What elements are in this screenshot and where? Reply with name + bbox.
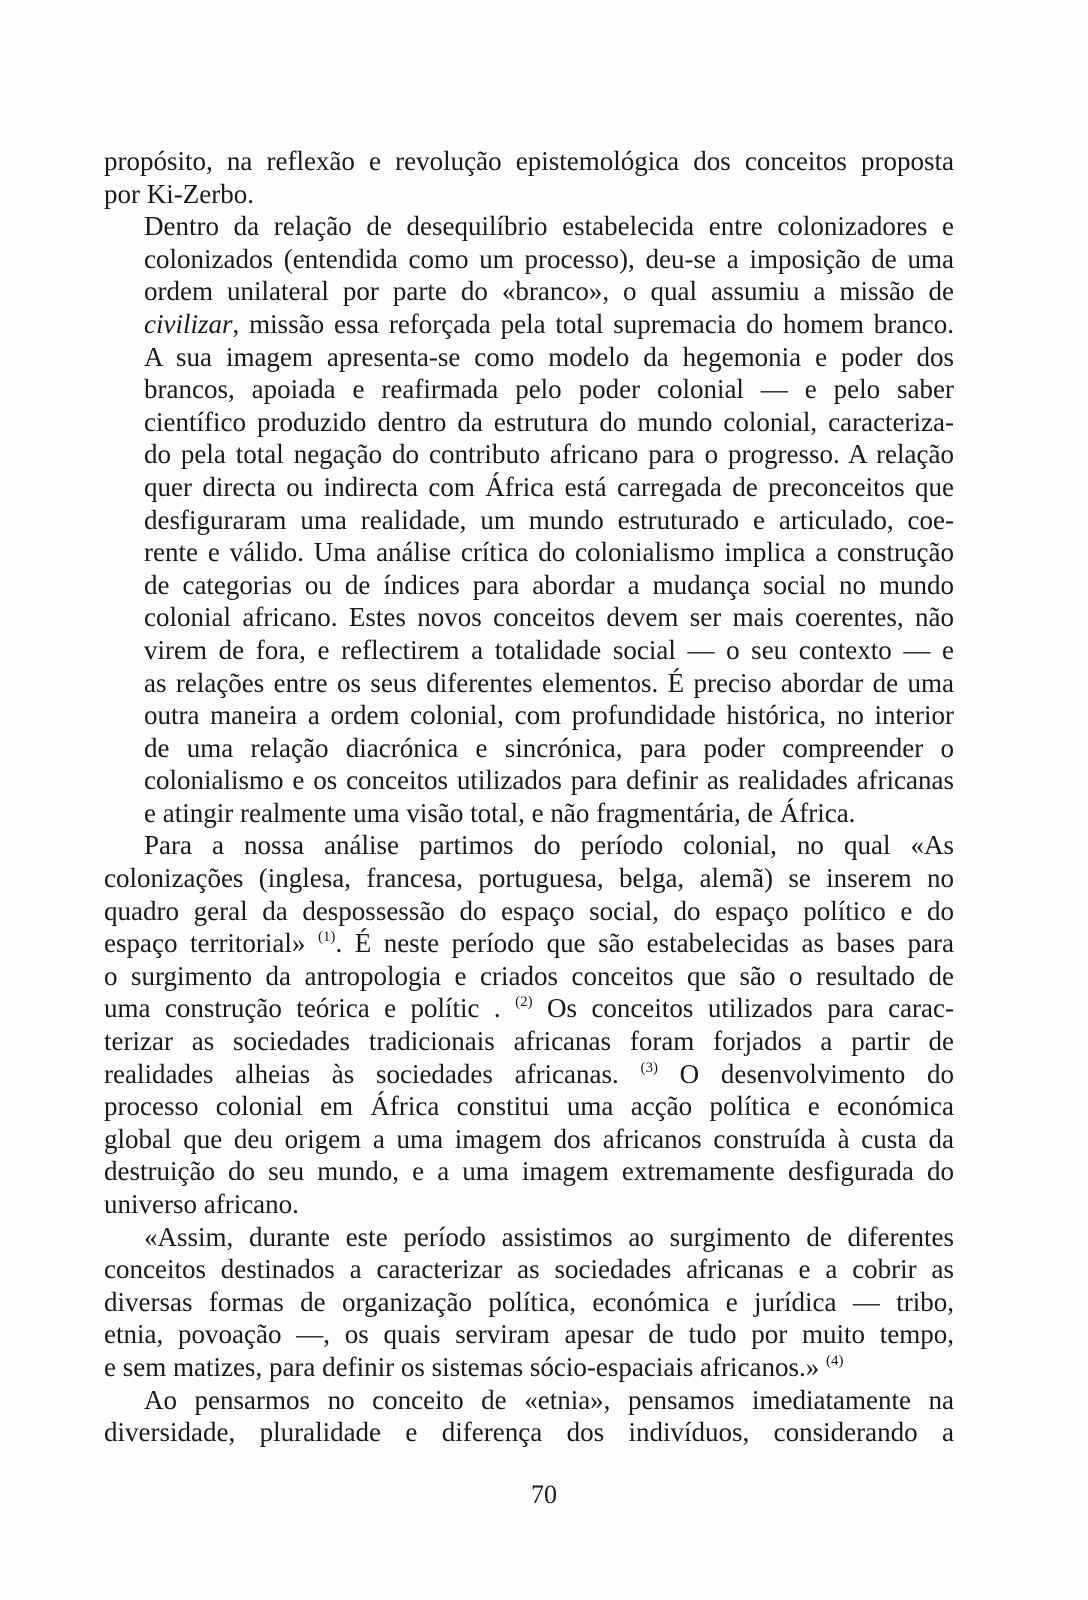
footnote-ref-3: (3) bbox=[640, 1059, 658, 1076]
text-line: Ao pensarmos no conceito de «etnia», pensamos imediatamente na bbox=[144, 1384, 954, 1415]
text-line: virem de fora, e reflectirem a totalidade social — o seu contexto — e bbox=[144, 634, 954, 665]
page-number: 70 bbox=[531, 1480, 557, 1509]
text-fragment: espaço territorial» bbox=[104, 928, 306, 959]
text-line: etnia, povoação —, os quais serviram apesar de tudo por muito tempo, bbox=[104, 1319, 954, 1350]
text-line bbox=[104, 1351, 954, 1384]
text-line: de categorias ou de índices para abordar a mudança social no mundo bbox=[144, 569, 954, 600]
body-text bbox=[104, 145, 954, 1449]
text-fragment: Os conceitos utilizados para carac- bbox=[532, 993, 955, 1024]
emphasis-civilizar: civilizar bbox=[144, 308, 233, 339]
footnote-ref-1: (1) bbox=[317, 929, 336, 946]
text-line: Para a nossa análise partimos do período colonial, no qual «As bbox=[144, 830, 954, 861]
text-line: destruição do seu mundo, e a uma imagem extremamente desfigurada do bbox=[104, 1156, 954, 1187]
text-line: processo colonial em África constitui uma acção política e económica bbox=[104, 1091, 954, 1122]
text-line: e atingir realmente uma visão total, e não fragmentária, de África. bbox=[144, 797, 856, 828]
footnote-ref-2: (2) bbox=[515, 994, 533, 1011]
text-line: brancos, apoiada e reafirmada pelo poder colonial — e pelo saber bbox=[144, 374, 954, 405]
paragraph-5 bbox=[104, 1384, 954, 1449]
text-line: o surgimento da antropologia e criados conceitos que são o resultado de bbox=[104, 960, 954, 991]
text-line: quadro geral da despossessão do espaço social, do espaço político e do bbox=[104, 895, 954, 926]
text-line: rente e válido. Uma análise crítica do colonialismo implica a construção bbox=[144, 537, 954, 568]
text-line: por Ki-Zerbo. bbox=[104, 178, 254, 209]
text-line: global que deu origem a uma imagem dos africanos construída à custa da bbox=[104, 1123, 954, 1154]
text-line: outra maneira a ordem colonial, com profundidade histórica, no interior bbox=[144, 700, 954, 731]
text-line: colonialismo e os conceitos utilizados para definir as realidades africanas bbox=[144, 765, 954, 796]
text-line: terizar as sociedades tradicionais africanas foram forjados a partir de bbox=[104, 1026, 954, 1057]
text-line: desfiguraram uma realidade, um mundo estruturado e articulado, coe- bbox=[144, 504, 954, 535]
paragraph-1 bbox=[104, 145, 954, 210]
text-line: diversidade, pluralidade e diferença dos indivíduos, considerando a bbox=[104, 1417, 954, 1448]
text-line: colonizações (inglesa, francesa, portuguesa, belga, alemã) se inserem no bbox=[104, 863, 954, 894]
text-line: universo africano. bbox=[104, 1189, 299, 1219]
footnote-ref-4: (4) bbox=[826, 1352, 844, 1369]
text-line: A sua imagem apresenta-se como modelo da hegemonia e poder dos bbox=[144, 341, 954, 372]
text-line: quer directa ou indirecta com África está carregada de preconceitos que bbox=[144, 471, 954, 502]
text-line bbox=[104, 1058, 954, 1091]
paragraph-4 bbox=[104, 1221, 954, 1384]
text-line: diversas formas de organização política, económica e jurídica — tribo, bbox=[104, 1286, 954, 1317]
text-fragment: O desenvolvimento do bbox=[657, 1058, 954, 1089]
text-fragment: realidades alheias às sociedades africanas. bbox=[104, 1058, 619, 1089]
text-fragment: e sem matizes, para definir os sistemas sócio-espaciais africanos.» bbox=[104, 1351, 820, 1382]
text-line: as relações entre os seus diferentes elementos. É preciso abordar de uma bbox=[144, 667, 954, 698]
text-line: Dentro da relação de desequilíbrio estabelecida entre colonizadores e bbox=[144, 211, 954, 242]
text-line: científico produzido dentro da estrutura do mundo colonial, caracteriza- bbox=[144, 406, 954, 437]
text-fragment: . É neste período que são estabelecidas as bases para bbox=[335, 928, 955, 959]
text-line: colonial africano. Estes novos conceitos devem ser mais coerentes, não bbox=[144, 602, 954, 633]
text-line bbox=[104, 992, 954, 1025]
text-line: propósito, na reflexão e revolução epistemológica dos conceitos proposta bbox=[104, 146, 954, 176]
text-fragment: uma construção teórica e polític . bbox=[104, 993, 501, 1024]
text-line: colonizados (entendida como um processo), deu-se a imposição de uma bbox=[144, 243, 954, 274]
text-fragment: , missão essa reforçada pela total supremacia do homem branco. bbox=[232, 308, 954, 339]
paragraph-2 bbox=[104, 210, 954, 829]
text-line: ordem unilateral por parte do «branco», o qual assumiu a missão de bbox=[144, 276, 954, 307]
text-line bbox=[104, 308, 954, 341]
text-line bbox=[104, 927, 954, 960]
text-line: «Assim, durante este período assistimos ao surgimento de diferentes bbox=[144, 1221, 954, 1252]
paragraph-3 bbox=[104, 829, 954, 1220]
text-line: de uma relação diacrónica e sincrónica, para poder compreender o bbox=[144, 732, 954, 763]
text-line: do pela total negação do contributo africano para o progresso. A relação bbox=[144, 439, 954, 470]
text-line: conceitos destinados a caracterizar as sociedades africanas e a cobrir as bbox=[104, 1254, 954, 1285]
